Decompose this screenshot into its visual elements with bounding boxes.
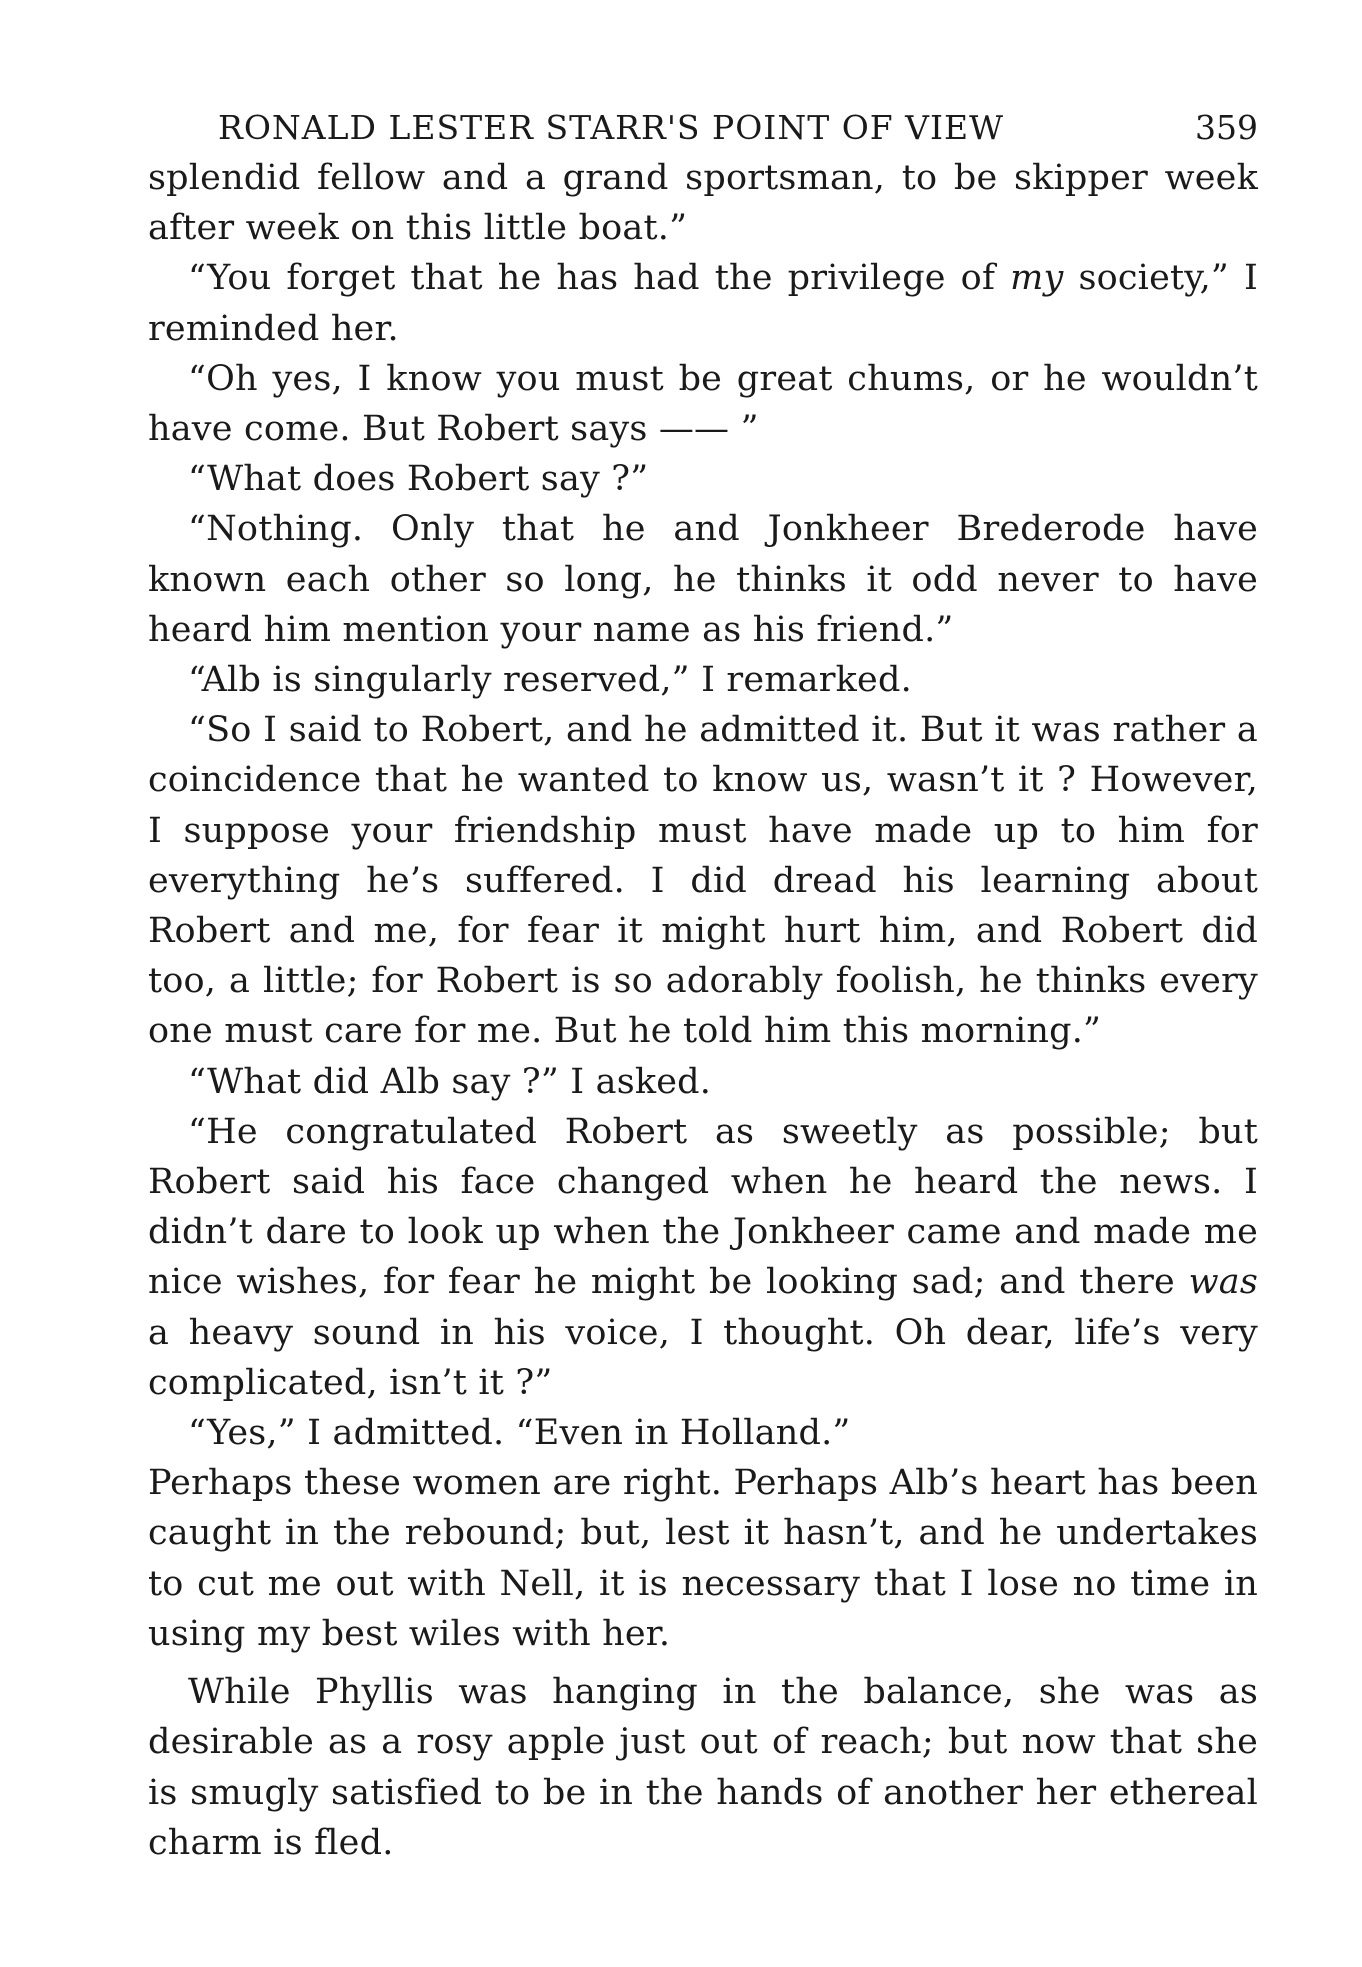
paragraph-8: “What did Alb say ?” I asked. — [188, 1061, 712, 1102]
paragraph-9-text-b: a heavy sound in his voice, I thought. Oh dear, life’s very complicated, isn’t it ?” — [148, 1312, 1258, 1403]
paragraph-6: “Alb is singularly reserved,” I remarked. — [188, 660, 912, 701]
paragraph-2 — [148, 253, 1258, 353]
paragraph-1: splendid fellow and a grand sportsman, to be skipper week after week on this little boat.” — [148, 158, 1258, 249]
paragraph-11: Perhaps these women are right. Perhaps Alb’s heart has been caught in the rebound; but, lest it hasn’t, and he undertakes to cut me out with Nell, it is necessary that I lose no time in using my best wiles with her. — [148, 1463, 1258, 1654]
running-head — [148, 108, 1258, 147]
paragraph-10: “Yes,” I admitted. “Even in Holland.” — [188, 1413, 851, 1454]
running-title: RONALD LESTER STARR'S POINT OF VIEW — [218, 108, 1005, 147]
body-text — [148, 153, 1258, 1868]
paragraph-2-text-b: society,” I reminded her. — [148, 258, 1258, 349]
page-number: 359 — [1195, 108, 1258, 147]
paragraph-2-text-a: “You forget that he has had the privilege of — [188, 258, 1011, 299]
paragraph-4: “What does Robert say ?” — [188, 459, 649, 500]
paragraph-9 — [148, 1107, 1258, 1408]
paragraph-9-text-a: “He congratulated Robert as sweetly as possible; but Robert said his face changed when he heard the news. I didn’t dare to look up when the Jonkheer came and made me nice wishes, for fear he might be looking sad; and there — [148, 1111, 1258, 1303]
paragraph-3: “Oh yes, I know you must be great chums, or he wouldn’t have come. But Robert says —— ” — [148, 358, 1258, 450]
paragraph-7: “So I said to Robert, and he admitted it. But it was rather a coincidence that he wanted to know us, wasn’t it ? However, I suppose your friendship must have made up to him for everything he’s suffered. I did dread his learning about Robert and me, for fear it might hurt him, and Robert did too, a little; for Robert is so adorably foolish, he thinks every one must care for me. But he told him this morning.” — [148, 710, 1258, 1052]
paragraph-9-italic: was — [1188, 1262, 1258, 1303]
paragraph-2-italic: my — [1010, 258, 1064, 299]
paragraph-5: “Nothing. Only that he and Jonkheer Brederode have known each other so long, he thinks it odd never to have heard him mention your name as his friend.” — [148, 509, 1258, 650]
paragraph-12: While Phyllis was hanging in the balance, she was as desirable as a rosy apple just out of reach; but now that she is smugly satisfied to be in the hands of another her ethereal charm is fled. — [148, 1672, 1258, 1863]
book-page — [148, 108, 1258, 1868]
